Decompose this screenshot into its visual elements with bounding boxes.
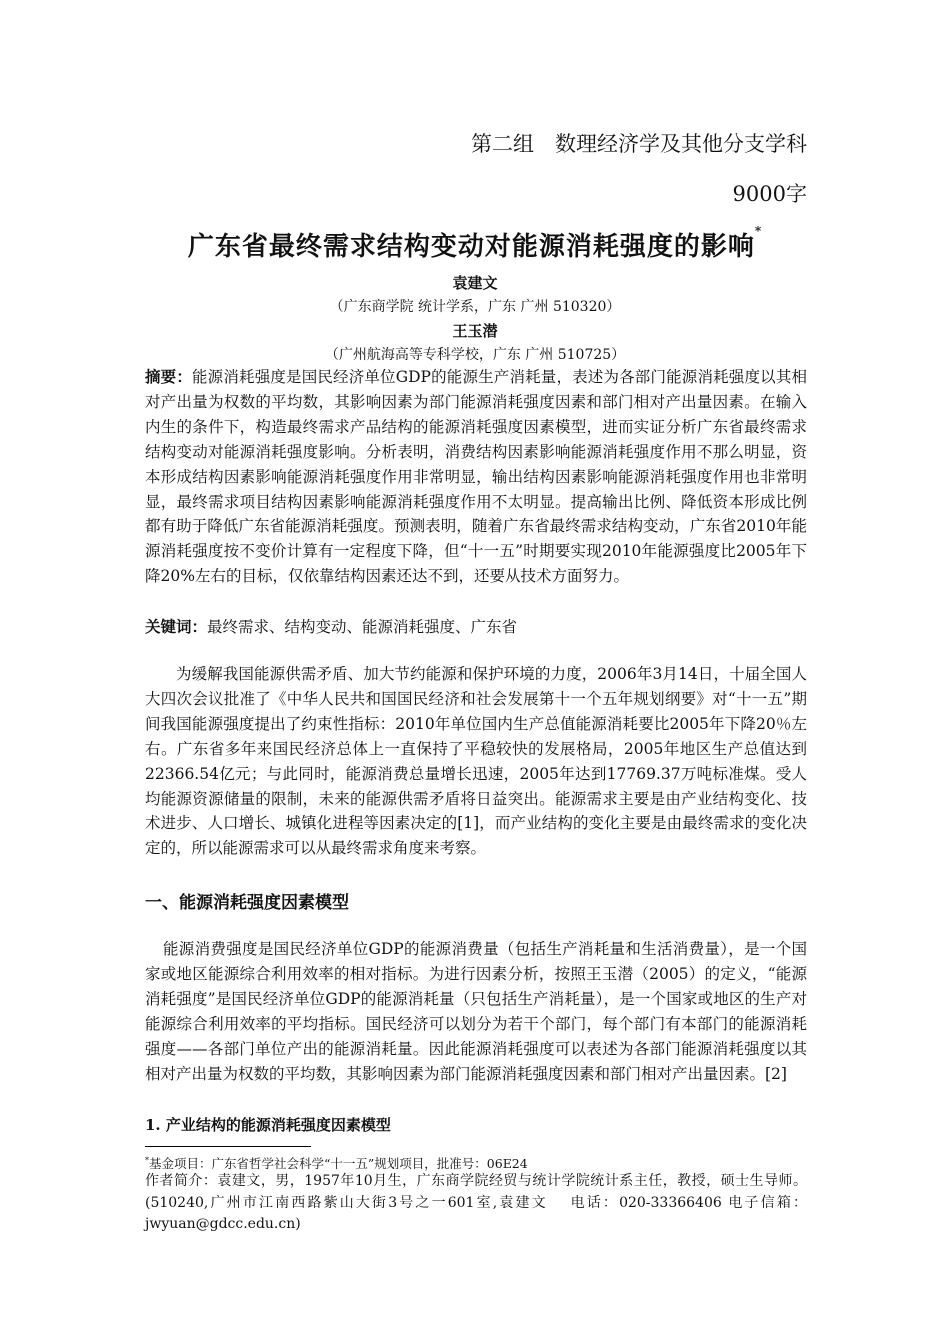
author-footnote: 作者简介：袁建文，男，1957年10月生，广东商学院经贸与统计学院统计系主任，教授，硕士生导师。(510240,广州市江南西路紫山大街3号之一601室,袁建文 电话：020-33366406 电子信箱：jwyuan@gdcc.edu.cn)	[145, 1173, 807, 1232]
abstract	[145, 365, 807, 589]
fund-footnote-text: 基金项目：广东省哲学社会科学“十一五”规划项目，批准号：06E24	[149, 1156, 528, 1171]
author-name: 袁建文	[452, 274, 498, 292]
footnote-divider	[145, 1146, 311, 1147]
keywords-label: 关键词：	[145, 617, 208, 636]
paper-title	[0, 226, 950, 263]
author-affiliation: （广东商学院 统计学系，广东 广州 510320）	[329, 299, 621, 315]
author-name: 王玉潜	[452, 322, 498, 340]
section-heading: 一、能源消耗强度因素模型	[145, 893, 349, 913]
abstract-text: 能源消耗强度是国民经济单位GDP的能源生产消耗量，表述为各部门能源消耗强度以其相对产出量为权数的平均数，其影响因素为部门能源消耗强度因素和部门相对产出量因素。在输入内生的条件下，构造最终需求产品结构的能源消耗强度因素模型，进而实证分析广东省最终需求结构变动对能源消耗强度影响。分析表明，消费结构因素影响能源消耗强度作用不那么明显，资本形成结构因素影响能源消耗强度作用非常明显，输出结构因素影响能源消耗强度作用也非常明显，最终需求项目结构因素影响能源消耗强度作用不太明显。提高输出比例、降低资本形成比例都有助于降低广东省能源消耗强度。预测表明，随着广东省最终需求结构变动，广东省2010年能源消耗强度按不变价计算有一定程度下降，但“十一五”时期要实现2010年能源强度比2005年下降20%左右的目标，仅依靠结构因素还达不到，还要从技术方面努力。	[145, 368, 807, 586]
abstract-label: 摘要：	[145, 367, 193, 386]
keywords	[145, 615, 807, 640]
subsection-heading: 1. 产业结构的能源消耗强度因素模型	[145, 1116, 391, 1134]
keywords-text: 最终需求、结构变动、能源消耗强度、广东省	[207, 618, 518, 636]
fund-footnote-mark: *	[145, 1155, 149, 1165]
fund-footnote	[145, 1154, 528, 1172]
title-text: 广东省最终需求结构变动对能源消耗强度的影响	[187, 232, 755, 262]
group-header: 第二组 数理经济学及其他分支学科	[471, 132, 807, 156]
word-count: 9000字	[732, 182, 807, 206]
intro-paragraph: 为缓解我国能源供需矛盾、加大节约能源和保护环境的力度，2006年3月14日，十届全国人大四次会议批准了《中华人民共和国国民经济和社会发展第十一个五年规划纲要》对“十一五”期间我国能源强度提出了约束性指标：2010年单位国内生产总值能源消耗要比2005年下降20％左右。广东省多年来国民经济总体上一直保持了平稳较快的发展格局，2005年地区生产总值达到22366.54亿元；与此同时，能源消费总量增长迅速，2005年达到17769.37万吨标准煤。受人均能源资源储量的限制，未来的能源供需矛盾将日益突出。能源需求主要是由产业结构变化、技术进步、人口增长、城镇化进程等因素决定的[1]，而产业结构的变化主要是由最终需求的变化决定的，所以能源需求可以从最终需求角度来考察。	[145, 665, 807, 858]
title-footnote-mark: *	[754, 224, 763, 238]
section-body: 能源消费强度是国民经济单位GDP的能源消费量（包括生产消耗量和生活消费量），是一个国家或地区能源综合利用效率的相对指标。为进行因素分析，按照王玉潜（2005）的定义，“能源消耗强度”是国民经济单位GDP的能源消耗量（只包括生产消耗量），是一个国家或地区的生产对能源综合利用效率的平均指标。国民经济可以划分为若干个部门，每个部门有本部门的能源消耗强度——各部门单位产出的能源消耗量。因此能源消耗强度可以表述为各部门能源消耗强度以其相对产出量为权数的平均数，其影响因素为部门能源消耗强度因素和部门相对产出量因素。[2]	[145, 940, 807, 1083]
author-affiliation: （广州航海高等专科学校，广东 广州 510725）	[324, 347, 626, 363]
